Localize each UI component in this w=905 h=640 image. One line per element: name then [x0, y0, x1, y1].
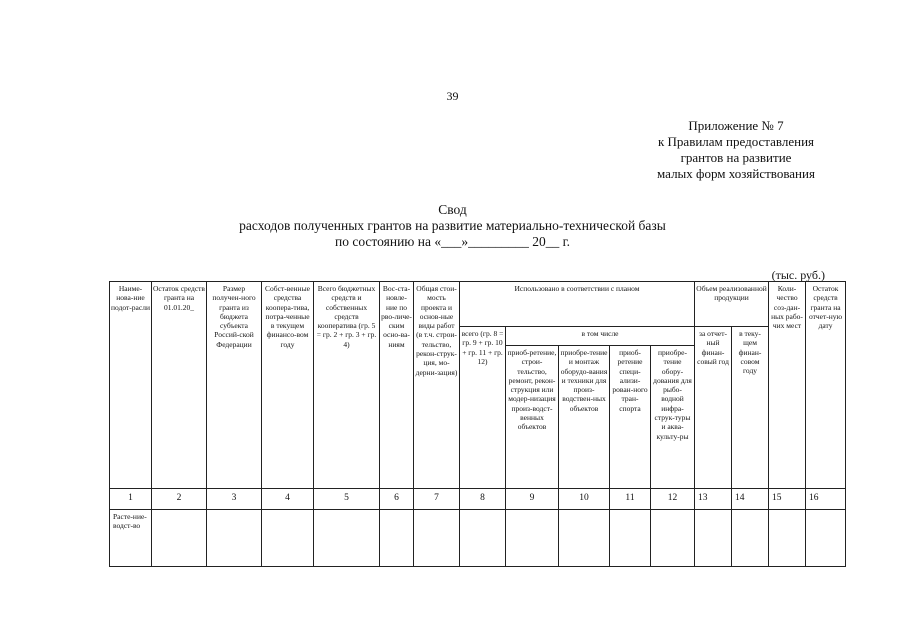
- table-cell: [732, 510, 769, 567]
- table-cell: [207, 510, 262, 567]
- header-including: в том числе: [506, 327, 695, 346]
- title-line-1: Свод: [438, 202, 467, 217]
- column-number: 16: [806, 489, 846, 510]
- table-cell: [610, 510, 651, 567]
- column-number: 9: [506, 489, 559, 510]
- title-line-2: расходов полученных грантов на развитие материально-технической базы: [239, 218, 666, 233]
- header-volume-current-year: в теку-щем финан-совом году: [732, 327, 769, 489]
- table-cell: [460, 510, 506, 567]
- appendix-line-4: малых форм хозяйствования: [657, 166, 815, 181]
- appendix-line-2: к Правилам предоставления: [657, 134, 815, 149]
- column-number: 11: [610, 489, 651, 510]
- row-subsector-name: Расте-ние-водст-во: [110, 510, 152, 567]
- column-number: 4: [262, 489, 314, 510]
- header-equipment: приобре-тение и монтаж оборудо-вания и техники для произ-водствен-ных объектов: [559, 346, 610, 489]
- header-grant-balance-report: Остаток средств гранта на отчет-ную дату: [806, 282, 846, 489]
- column-number: 14: [732, 489, 769, 510]
- header-total-funds: Всего бюджетных средств и собственных средств кооператива (гр. 5 = гр. 2 + гр. 3 + гр. 4): [314, 282, 380, 489]
- title-line-3: по состоянию на «___»_________ 20__ г.: [335, 234, 570, 249]
- header-used-per-plan: Использовано в соответствии с планом: [460, 282, 695, 327]
- table-cell: [314, 510, 380, 567]
- header-row-1: [110, 282, 846, 327]
- header-aquaculture: приобре-тение обору-дования для рыбо-водной инфра-струк-туры и аква-культу-ры: [651, 346, 695, 489]
- column-number: 3: [207, 489, 262, 510]
- column-number: 5: [314, 489, 380, 510]
- table-cell: [806, 510, 846, 567]
- column-number: 7: [414, 489, 460, 510]
- header-grant-balance-start: Остаток средств гранта на 01.01.20_: [152, 282, 207, 489]
- header-jobs-created: Коли-чество соз-дан-ных рабо-чих мест: [769, 282, 806, 489]
- column-number: 15: [769, 489, 806, 510]
- table-cell: [152, 510, 207, 567]
- table-cell: [651, 510, 695, 567]
- summary-table: [109, 281, 846, 567]
- column-number: 2: [152, 489, 207, 510]
- header-grant-size: Размер получен-ного гранта из бюджета субъекта Россий-ской Федерации: [207, 282, 262, 489]
- units-label: (тыс. руб.): [771, 268, 825, 282]
- header-volume-reporting-year: за отчет-ный финан-совый год: [695, 327, 732, 489]
- header-restoration: Вос-ста-новле-ние по рво-личе-ским осно-ва-ниям: [380, 282, 414, 489]
- header-subsector: Наиме-нова-ние подот-расли: [110, 282, 152, 489]
- table-cell: [506, 510, 559, 567]
- table-cell: [695, 510, 732, 567]
- table-row: [110, 510, 846, 567]
- header-construction: приоб-ретение, строи-тельство, ремонт, рекон-струкция или модер-низация произ-водст-венных объектов: [506, 346, 559, 489]
- header-transport: приоб-ретение специ-ализи-рован-ного тран-спорта: [610, 346, 651, 489]
- header-own-funds: Собст-венные средства коопера-тива, потра-ченные в текущем финансо-вом году: [262, 282, 314, 489]
- column-number: 13: [695, 489, 732, 510]
- table-cell: [559, 510, 610, 567]
- header-product-volume: Объем реализованной продукции: [695, 282, 769, 327]
- column-number: 10: [559, 489, 610, 510]
- appendix-line-3: грантов на развитие: [680, 150, 792, 165]
- column-number: 1: [110, 489, 152, 510]
- column-number-row: [110, 489, 846, 510]
- header-used-total: всего (гр. 8 = гр. 9 + гр. 10 + гр. 11 + гр. 12): [460, 327, 506, 489]
- document-title: [0, 202, 905, 250]
- appendix-line-1: Приложение № 7: [688, 118, 784, 133]
- table-cell: [414, 510, 460, 567]
- page-number: 39: [446, 89, 459, 103]
- header-project-cost: Общая стои-мость проекта и основ-ные виды работ (в т.ч. строи-тельство, рекон-струк-ция, мо-дерни-зация): [414, 282, 460, 489]
- table-cell: [380, 510, 414, 567]
- column-number: 8: [460, 489, 506, 510]
- table-cell: [262, 510, 314, 567]
- table-cell: [769, 510, 806, 567]
- column-number: 6: [380, 489, 414, 510]
- column-number: 12: [651, 489, 695, 510]
- appendix-block: [636, 118, 836, 182]
